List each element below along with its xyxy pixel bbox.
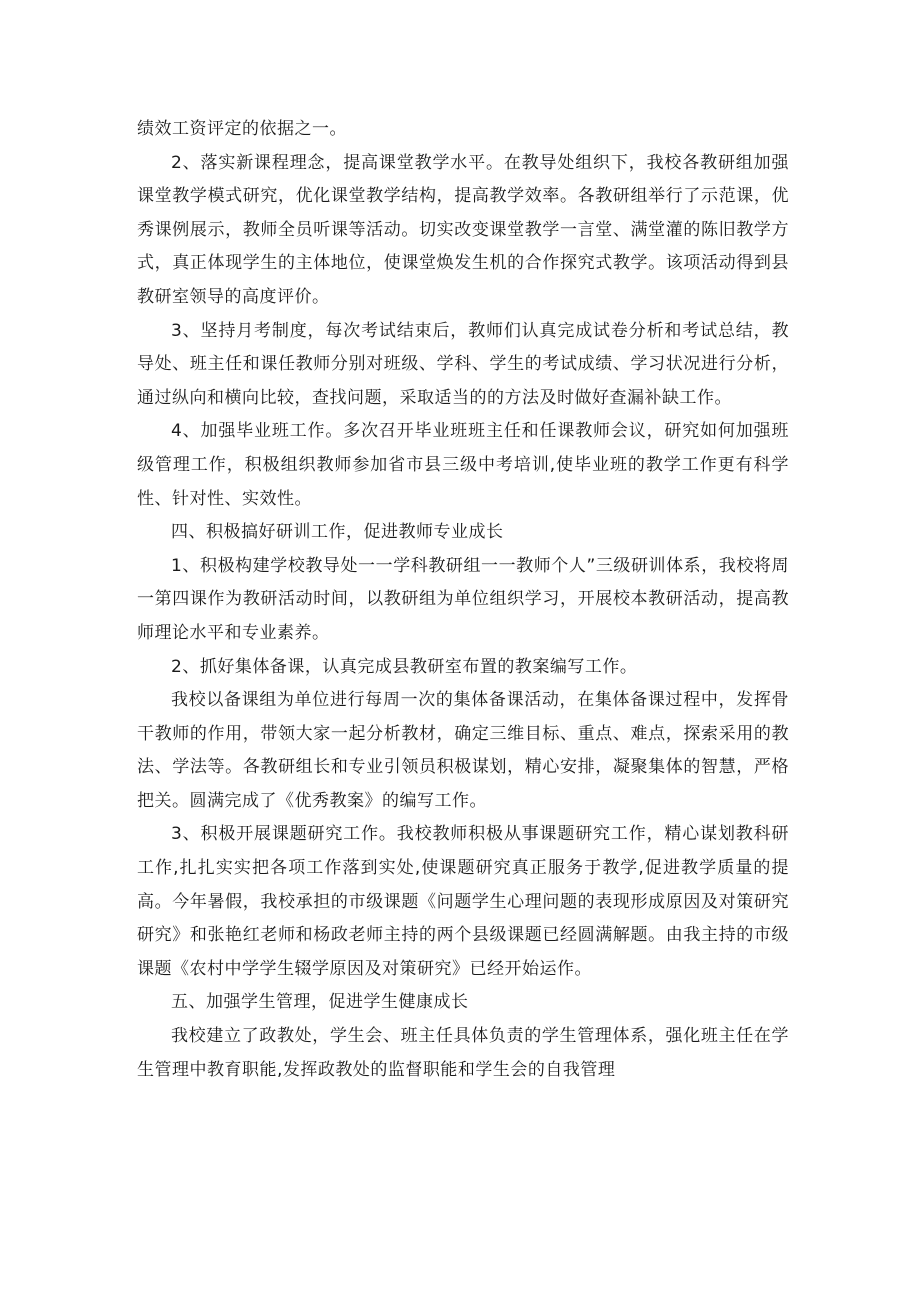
paragraph-topic-research: 3、积极开展课题研究工作。我校教师积极从事课题研究工作，精心谋划教科研工作,扎扎实实把各项工作落到实处,使课题研究真正服务于教学,促进教学质量的提高。今年暑假，我校承担的市级课题《问题学生心理问题的表现形成原因及对策研究研究》和张艳红老师和杨政老师主持的两个县级课题已经圆满解题。由我主持的市级课题《农村中学学生辍学原因及对策研究》已经开始运作。 xyxy=(137,824,789,979)
paragraph-monthly-exam: 3、坚持月考制度，每次考试结束后，教师们认真完成试卷分析和考试总结，教导处、班主任和课任教师分别对班级、学科、学生的考试成绩、学习状况进行分析，通过纵向和横向比较，查找问题，采取适当的的方法及时做好查漏补缺工作。 xyxy=(137,320,789,408)
paragraph-lesson-prep-detail: 我校以备课组为单位进行每周一次的集体备课活动，在集体备课过程中，发挥骨干教师的作用，带领大家一起分析教材，确定三维目标、重点、难点，探索采用的教法、学法等。各教研组长和专业引领员积极谋划，精心安排，凝聚集体的智慧，严格把关。圆满完成了《优秀教案》的编写工作。 xyxy=(137,690,789,811)
paragraph-new-curriculum: 2、落实新课程理念，提高课堂教学水平。在教导处组织下，我校各教研组加强课堂教学模式研究，优化课堂教学结构，提高教学效率。各教研组举行了示范课，优秀课例展示，教师全员听课等活动。切实改变课堂教学一言堂、满堂灌的陈旧教学方式，真正体现学生的主体地位，使课堂焕发生机的合作探究式教学。该项活动得到县教研室领导的高度评价。 xyxy=(137,152,789,307)
section-heading-research-training: 四、积极搞好研训工作，促进教师专业成长 xyxy=(171,522,504,543)
paragraph-collective-lesson-prep: 2、抓好集体备课，认真完成县教研室布置的教案编写工作。 xyxy=(171,656,638,677)
paragraph-graduating-class: 4、加强毕业班工作。多次召开毕业班班主任和任课教师会议，研究如何加强班级管理工作，积极组织教师参加省市县三级中考培训,使毕业班的教学工作更有科学性、针对性、实效性。 xyxy=(137,421,789,509)
paragraph-management-system: 我校建立了政教处，学生会、班主任具体负责的学生管理体系，强化班主任在学生管理中教育职能,发挥政教处的监督职能和学生会的自我管理 xyxy=(137,1026,789,1080)
section-heading-student-management: 五、加强学生管理，促进学生健康成长 xyxy=(171,992,469,1013)
paragraph-three-level-system: 1、积极构建学校教导处一一学科教研组一一教师个人”三级研训体系，我校将周一第四课作为教研活动时间，以教研组为单位组织学习，开展校本教研活动，提高教师理论水平和专业素养。 xyxy=(137,555,789,643)
paragraph-continuation: 绩效工资评定的依据之一。 xyxy=(137,119,347,139)
document-body xyxy=(137,113,789,1087)
